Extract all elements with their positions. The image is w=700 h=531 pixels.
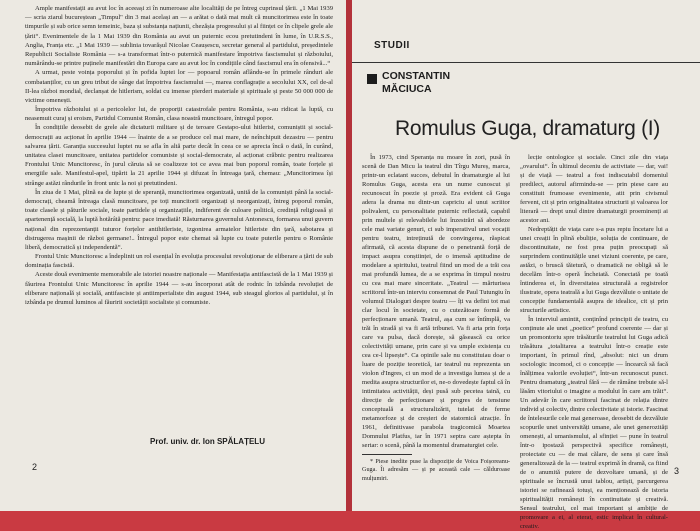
paragraph: Ample manifestații au avut loc în aceeași zi în numeroase alte localități de pe întreg cuprinsul țării. „1 Mai 1939 — scria ziarul bucureștean „Timpul" din 3 mai același an — a arătat o dată mai mult că muncitorimea este în toate timpurile și sub orice semn temeinic, baza și substanța națiunii, chezășia progresului și al ființei ce în clipele grele ale țării“. Evenimentele de la 1 Mai 1939 din România au avut un puternic ecou pretutindeni în lume, în U.R.S.S., Anglia, Franța etc. „1 Mai 1939 — sublinia tovarășul Nicolae Ceaușescu, secretar general al partidului, președintele Republicii Socialiste România — s-a transformat într-o puternică manifestare împotriva fascismului și războiului, numărându-se printre puținele manifestări din Europa care au avut loc în condițiile când fascismul era în ofensivă...“ bbox=[25, 5, 333, 68]
section-label: STUDII bbox=[374, 40, 410, 51]
paragraph: Frontul Unic Muncitoresc a îndeplinit un rol esențial în evoluția procesului revoluționar de eliberare a țării de sub dominația fascistă. bbox=[25, 253, 333, 270]
left-body-text bbox=[25, 4, 333, 307]
author-signature: Prof. univ. dr. Ion SPĂLAȚELU bbox=[150, 437, 265, 446]
right-page bbox=[352, 0, 700, 530]
paragraph: În condițiile deosebit de grele ale dictaturii militare și de teroare Gestapo-ului hitlerist, comuniștii și social-democrații au acționat în aprilie 1944 — înainte de a se produce cel mai mare, de neînchipuit dezastru — pentru salvarea țării. Garanția succesului luptei nu se afla în altă parte decât în ceea ce se aprecia încă o dată, în curând, unitatea clasei muncitoare, unitatea partidelor comuniste și social-democrate, al acționat crăbnic pentru realizarea Frontului Unic Muncitoresc, în jurul căruia să se coalizeze tot ce avea mai bun poporul român, toate forțele și energiile sale. Manifestul-apel, tipărit la 21 aprilie 1944 și difuzat în întreaga țară, chemau: „Muncitorimea își strânge astăzi rândurile în front unic la noi și pretutindeni. bbox=[25, 124, 333, 187]
author-last-name: MĂCIUCA bbox=[382, 83, 432, 95]
paragraph: În 1973, cind Speranța nu moare în zori, pusă în scenă de Dan Micu la teatrul din Tîrgu Mureș, marca, printr-un eclatant succes, debutul în dramaturgie al lui Romulus Guga, acesta era un nume cunoscut și recunoscut în poezie și proză. Era evident că Guga adera la drama nu dintr-un capriciu al unui scriitor polivalent, cu personalitate puternic reflectată, capabil prin multele și relevabilele lui înzestrări să abordeze cele mai variate genuri, ci sub imperativul unei vocații pentru teatru, intreținută de convingerea, răspicat afirmată, că acesta dispune de o penetrantă forță de impact asupra conștiinței, de o imensă aptitudine de modelare a spiritului, teatrul fiind un mod de a trăi cea mai profundă lumea, de a se exprima în timpul nostru cu cea mai mare sinceritate. „Teatrul — mărturisea scriitorul într-un interviu consemnat de Paul Tutungiu în volumul Dialoguri despre teatru — îți va defini tot mai clar locul în societate, cu o cutezătoare formă de perfecționare umană. Teatrul, așa cum se întîmplă, va trăi în stradă și va fi artă tribunei. Va fi arta prin forța care va pulsa, dacă dorește, să găsească cu orice colectivități umane, prin care și va umple existența cu cea ce-l lipsește“. Ca opinile sale nu constituiau doar o luare de poziție teoretică, iar teatrul nu reprezenta un violon d'Ingres, ci un mod de a investiga lumea și de a medita asupra structurilor ei, ne-o dovedește faptul că în intimitatea activității, deși pusă sub pecetea taină, cu direcție de perfecționare și progres de tensiune conceptuală a structuralizării, tutelat de ferme metamorfoze și de creșteri de statornică atracție. În 1961, definitivase parabola tragicomică Moartea Domnului Platfus, iar în 1971 septra care aștepta în sertar: o scenă, până la momentul dramaturgiei cele. bbox=[362, 154, 510, 449]
paragraph: A urmat, peste voința poporului și în pofida luptei lor — popoarul român aflându-se în primele rânduri ale combatanților, cu un greu tribut de sânge dat împotriva fascismului —, marea conflagrație a secolului XX, cel de-al II-lea război mondial, declanșat de hitlerism, soldat cu imense pierderi materiale și spirituale și peste 50 000 000 de victime omenești. bbox=[25, 69, 333, 104]
footnote-rule bbox=[362, 454, 412, 455]
paragraph: Aceste două evenimente memorabile ale istoriei noastre naționale — Manifestația antifascistă de la 1 Mai 1939 și făurirea Frontului Unic Muncitoresc în aprilie 1944 — s-au încorporat atât de rodnic în izbânda revoluției de eliberare națională și socială, antifasciste și antiimperialiste din august 1944, sub steagul glorios al partidului, și în izbânda pe drumul luminos al făuririi societății socialiste și comuniste. bbox=[25, 271, 333, 306]
paragraph: Împotriva războiului și a pericolelor lui, de proporții catastrofale pentru România, s-au ridicat la luptă, cu neasemuit curaj și eroism, Partidul Comunist Român, clasa noastră muncitoare, întregul popor. bbox=[25, 106, 333, 123]
page-number-left: 2 bbox=[32, 462, 38, 472]
text-column-2 bbox=[520, 153, 668, 531]
paragraph: În interviul amintit, conținînd principii de teatru, cu conținute ale unei „poetice“ profund coerente — dar și un promontoriu spre trăsăturile teatrului lui Guga adică trăsătura „totalitarea a teatrului într-o creație este important, în primul rînd, „absolut: nici un drum sociologic incomod, ci o concepție — încearcă să facă înălțimea valorile evoluției“, într-un recunoscut punct. Pentru dramaturg „teatrul fără — de rămâne trebuie să-l lăsăm vitoriului o imagine a modului în care am trăit“. Un adevăr în care scriitorul fascinat de relația dintre individ și colectiv, dintre colectivitate și istorie. Fascinat de întelesurile cele mai generoase, deosebit de dezvăluie scopurile unei universități umane, ale unei generozități omenești, al umanismului, al sfinției — pune în teatrul într-o ipostază perspectivă specifice românești, proiectate cu — de mai călare, de sens și care însă generalizează de la — teatrul exprimă în dramă, ca fiind de o anumită putere de dezvoltare umană, și de spirituale se încrustă unui tablou, artiști, parcurgerea istoriei se rafinează totuși, ea menționează de istoria spiritualității românești în continuitate și creativă. Sensul teatrului, cel mai important și ambiție de promovare a ei, al eterat, estic implicat în cultural-creativ. bbox=[520, 316, 668, 530]
author-first-name: CONSTANTIN bbox=[382, 70, 451, 82]
header-rule bbox=[352, 62, 700, 63]
article-title: Romulus Guga, dramaturg (I) bbox=[395, 117, 661, 140]
article-author bbox=[382, 70, 450, 96]
paragraph: În ziua de 1 Mai, plină ea de lupte și de speranță, muncitorimea organizată, unită de la comuniști până la social-democrați, cheamă întreaga clasă muncitoare, pe toți muncitorii organizați și neorganizați, întreg poporul român, toate clasele și păturile sociale, toate partidele și organizațiile, indiferent de culoare politică, credință religioasă și apartenență socială, la luptă hotărâtă pentru: pace imediată! Răsturnarea guvernului Antonescu, formarea unui guvern național din reprezentanții tuturor forțelor antihitleriste, izgonirea armatelor hitleriste din țară, sabotarea și distrugerea mașinii de război germane!.. Întregul popor este chemat să lupte cu toate puterile pentru o Românie liberă, democratică și independentă“. bbox=[25, 188, 333, 251]
paragraph: Nedreptățit de viața care s-a pus repiu încetare lui a unei creații în plină ebuliție, soluția de continuare, de discontinuitate, ne fost prea puțin preocupați să surprindem continuitățile unei viziuni coerente, pe care, astăzi, o bruscă tăietură, o dramatică ne obligă să le decelăm într-o operă încheiată. Conectată pe toată întinderea ei, în diversitatea structurală a registrelor ilustrate, opera teatrală a lui Guga dezvăluie o unitate de concepție fundamentală asupra de idealice, cit și prin structurile artistice. bbox=[520, 226, 668, 314]
left-page bbox=[0, 0, 348, 511]
text-column-1 bbox=[362, 153, 510, 483]
paragraph: lecție ontologice și sociale. Cinci zile din viața „ovarului“. În ultimul deceniu de activitate — dar, vai! și de viață — teatrul a fost indiscutabil domeniul predilect, autorul afirmindu-se — prin piese care au constituit frumoase evenimente, atit prin civismul fervent, cit și prin originalitatea structurii și valoarea lor literară — drept unul dintre dramaturgii proeminenți ai acestor ani. bbox=[520, 154, 668, 224]
footnote: * Piese inedite puse la dispoziție de Voica Foișoreanu-Guga. Îi adresăm — și pe această cale — călduroase mulțumiri. bbox=[362, 458, 510, 482]
page-number-right: 3 bbox=[674, 466, 680, 476]
author-marker-icon bbox=[367, 74, 377, 84]
